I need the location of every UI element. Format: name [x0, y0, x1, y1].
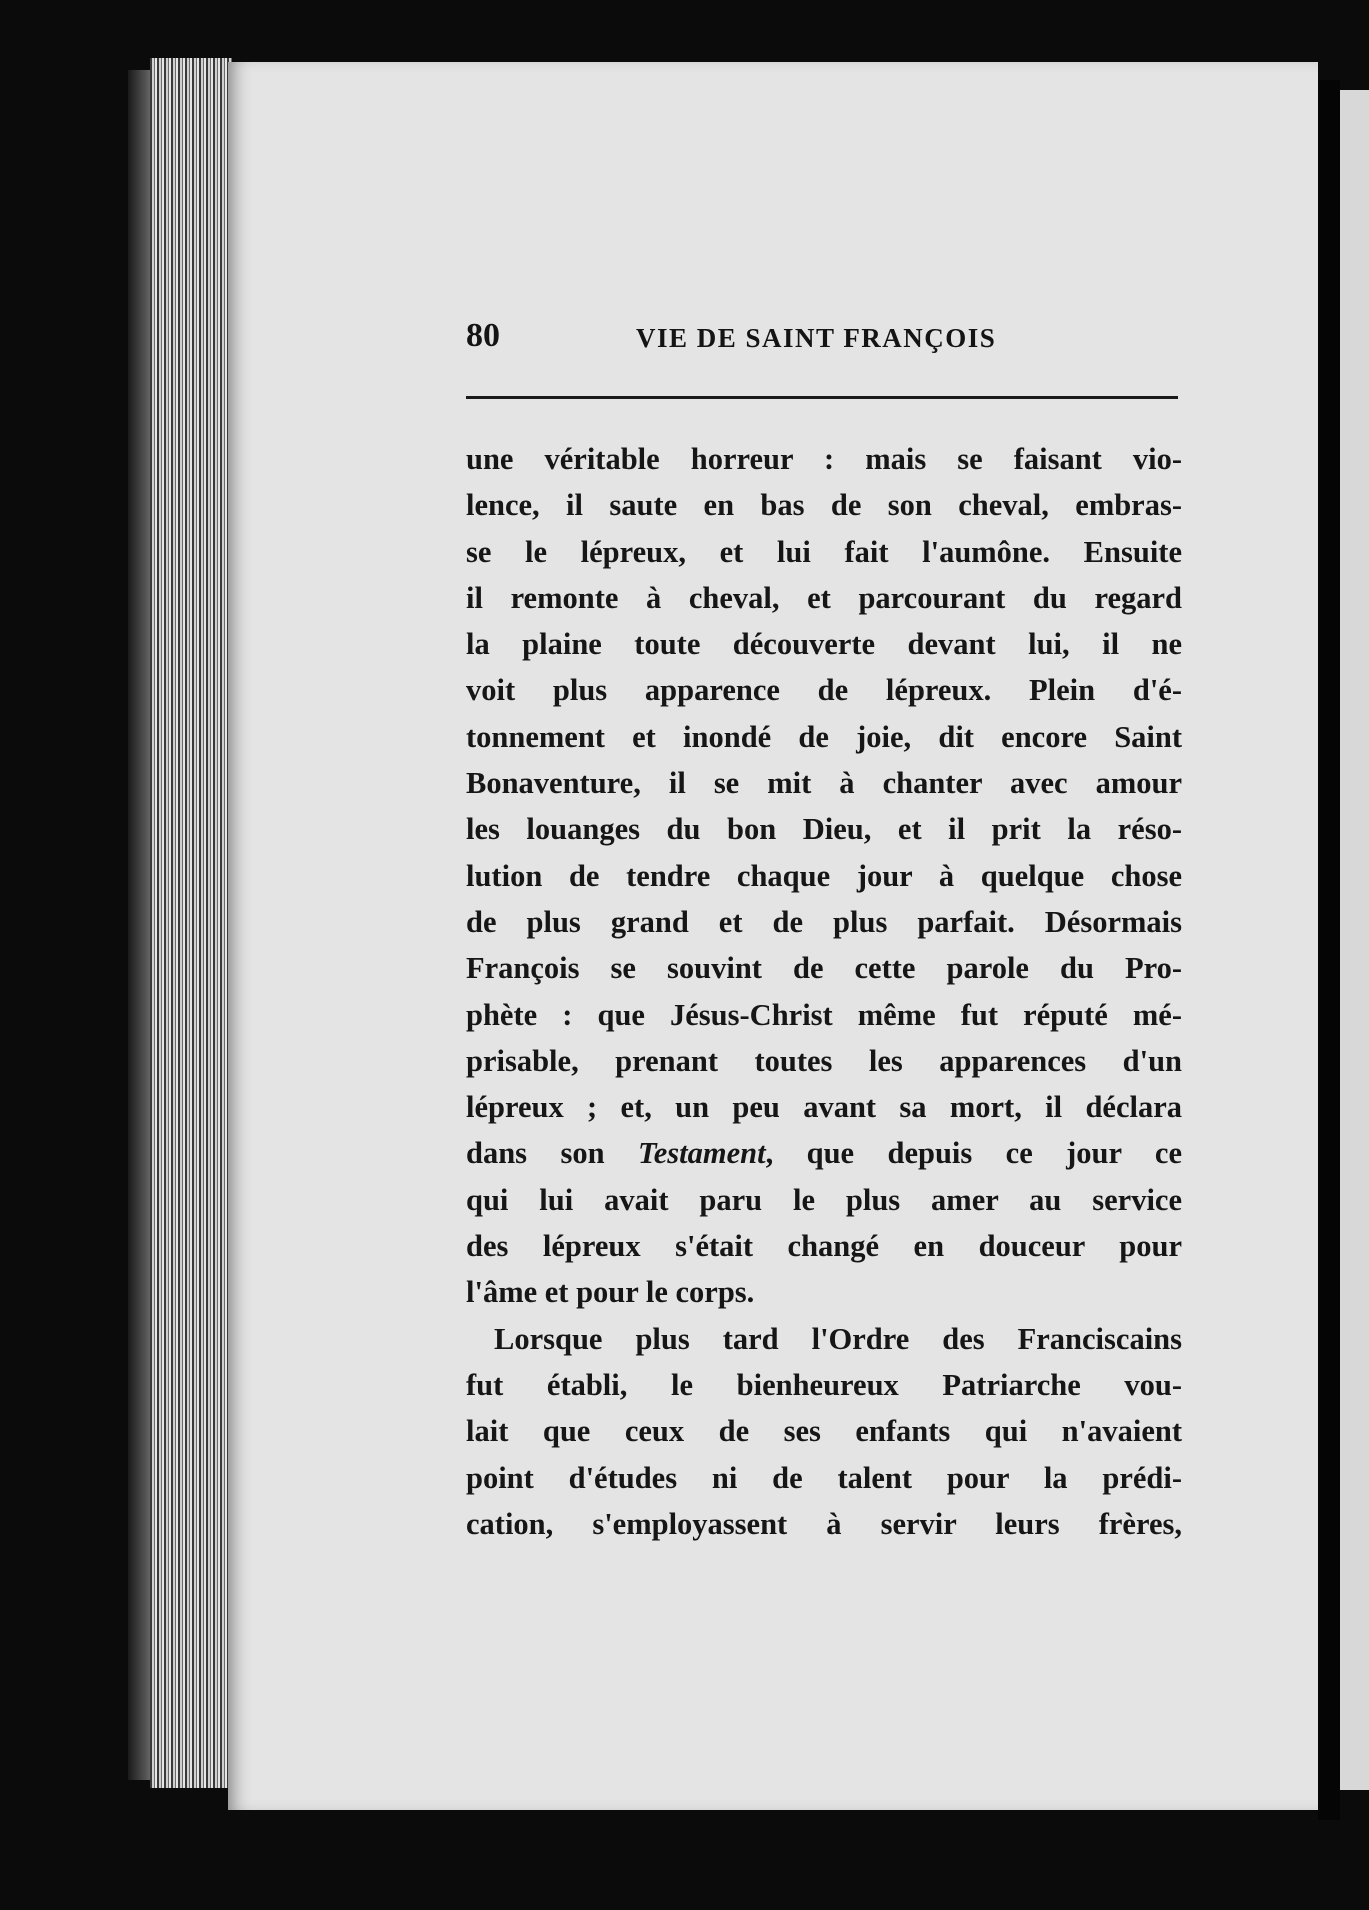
page-edges-stack [150, 58, 232, 1788]
text-segment: dans son [466, 1136, 638, 1171]
text-line: cation, s'employassent à servir leurs frères, [466, 1506, 1182, 1541]
text-line: voit plus apparence de lépreux. Plein d'é- [466, 673, 1182, 708]
text-line: phète : que Jésus-Christ même fut réputé mé- [466, 997, 1182, 1032]
text-segment: , que depuis ce jour ce [765, 1136, 1182, 1171]
text-line: point d'études ni de talent pour la prédi- [466, 1460, 1182, 1495]
text-line: de plus grand et de plus parfait. Désormais [466, 904, 1182, 939]
text-line: des lépreux s'était changé en douceur pour [466, 1229, 1182, 1264]
text-line: Bonaventure, il se mit à chanter avec amour [466, 766, 1182, 801]
text-line: lépreux ; et, un peu avant sa mort, il déclara [466, 1090, 1182, 1125]
text-line-with-italic [466, 1130, 1182, 1176]
next-page-edge [1340, 90, 1369, 1790]
text-line: tonnement et inondé de joie, dit encore Saint [466, 719, 1182, 754]
paragraph-end-line: l'âme et pour le corps. [466, 1275, 755, 1310]
text-line: lence, il saute en bas de son cheval, embras- [466, 488, 1182, 523]
paragraph-start-line: Lorsque plus tard l'Ordre des Franciscains [494, 1321, 1182, 1356]
body-text [466, 436, 1182, 1547]
running-head [466, 316, 1178, 356]
header-rule [466, 396, 1178, 399]
page-number: 80 [466, 317, 500, 354]
text-line: les louanges du bon Dieu, et il prit la réso- [466, 812, 1182, 847]
text-line: se le lépreux, et lui fait l'aumône. Ensuite [466, 534, 1182, 569]
italic-title-testament: Testament [637, 1136, 766, 1171]
text-line: fut établi, le bienheureux Patriarche vou- [466, 1367, 1182, 1402]
text-line: lution de tendre chaque jour à quelque chose [466, 858, 1182, 893]
text-line: la plaine toute découverte devant lui, il ne [466, 627, 1182, 662]
running-title: VIE DE SAINT FRANÇOIS [636, 323, 997, 353]
right-page-gutter [1318, 80, 1340, 1820]
text-line: une véritable horreur : mais se faisant vio- [466, 442, 1182, 476]
text-line: il remonte à cheval, et parcourant du regard [466, 580, 1182, 615]
text-line: qui lui avait paru le plus amer au service [466, 1182, 1182, 1217]
text-line: prisable, prenant toutes les apparences d'un [466, 1043, 1182, 1078]
text-line: lait que ceux de ses enfants qui n'avaient [466, 1414, 1182, 1449]
text-line: François se souvint de cette parole du Pro- [466, 951, 1182, 986]
